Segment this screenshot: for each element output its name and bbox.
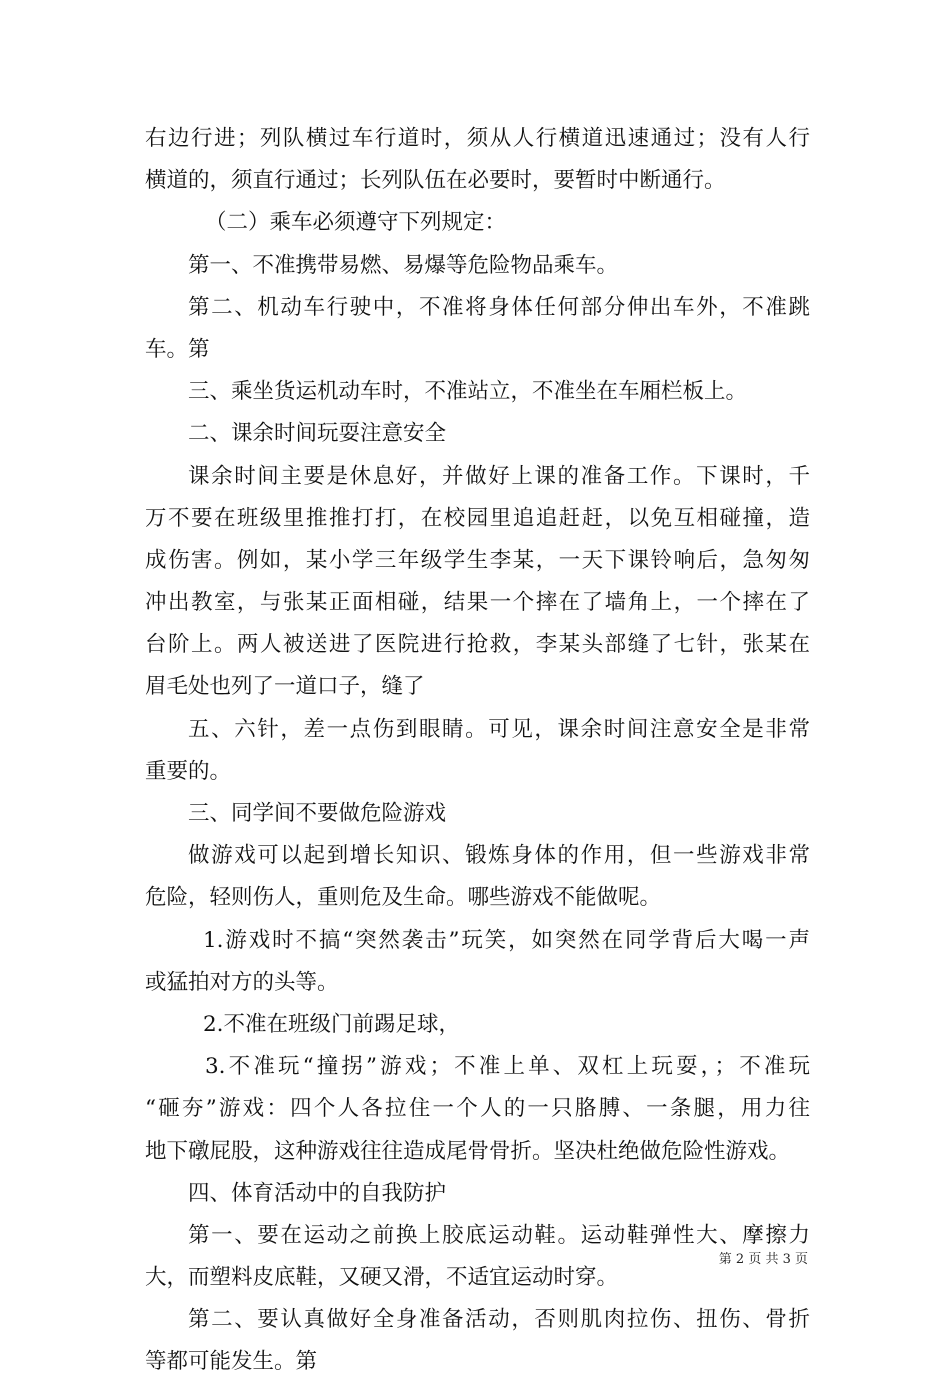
section-heading: 四、体育活动中的自我防护 [188,1180,447,1206]
text-line: 第二、要认真做好全身准备活动，否则肌肉拉伤、扭伤、骨折 [188,1307,810,1333]
body-text [145,118,810,1384]
text-line: 3.不准玩“撞拐”游戏；不准上单、双杠上玩耍，；不准玩 [205,1054,810,1080]
text-line: 或猛拍对方的头等。 [145,969,339,995]
section-heading: 二、课余时间玩耍注意安全 [188,421,447,447]
text-line: 第一、不准携带易燃、易爆等危险物品乘车。 [188,252,619,278]
text-line: 台阶上。两人被送进了医院进行抢救，李某头部缝了七针，张某在 [145,632,810,658]
page-number-footer: 第 2 页 共 3 页 [718,1252,808,1267]
text-line: 万不要在班级里推推打打，在校园里追追赶赶，以免互相碰撞，造 [145,505,810,531]
text-line: 做游戏可以起到增长知识、锻炼身体的作用，但一些游戏非常 [188,843,810,869]
text-line: 课余时间主要是休息好，并做好上课的准备工作。下课时，千 [188,463,810,489]
section-heading: （二）乘车必须遵守下列规定： [205,210,507,236]
text-line: 右边行进；列队横过车行道时，须从人行横道迅速通过；没有人行 [145,126,810,151]
text-line: 大，而塑料皮底鞋，又硬又滑，不适宜运动时穿。 [145,1265,619,1291]
text-line: 三、乘坐货运机动车时，不准站立，不准坐在车厢栏板上。 [188,379,748,405]
text-line: 车。第 [145,336,210,362]
text-line: 重要的。 [145,758,232,784]
text-line: 横道的，须直行通过；长列队伍在必要时，要暂时中断通行。 [145,168,726,194]
text-line: 成伤害。例如，某小学三年级学生李某，一天下课铃响后，急匆匆 [145,547,810,573]
text-line: 2.不准在班级门前踢足球， [203,1011,461,1037]
text-line: 冲出教室，与张某正面相碰，结果一个摔在了墙角上，一个摔在了 [145,590,810,616]
text-line: 等都可能发生。第 [145,1349,318,1375]
text-line: 五、六针，差一点伤到眼睛。可见，课余时间注意安全是非常 [188,716,810,742]
text-line: 眉毛处也列了一道口子，缝了 [145,674,425,700]
text-line: 1.游戏时不搞“突然袭击”玩笑，如突然在同学背后大喝一声 [203,927,810,953]
text-line: 第一、要在运动之前换上胶底运动鞋。运动鞋弹性大、摩擦力 [188,1222,810,1248]
section-heading: 三、同学间不要做危险游戏 [188,801,447,826]
text-line: 第二、机动车行驶中，不准将身体任何部分伸出车外，不准跳 [188,294,810,320]
text-line: 地下礅屁股，这种游戏往往造成尾骨骨折。坚决杜绝做危险性游戏。 [145,1138,791,1164]
text-line: 危险，轻则伤人，重则危及生命。哪些游戏不能做呢。 [145,885,662,911]
text-line: “砸夯”游戏：四个人各拉住一个人的一只胳膊、一条腿，用力往 [145,1096,810,1122]
